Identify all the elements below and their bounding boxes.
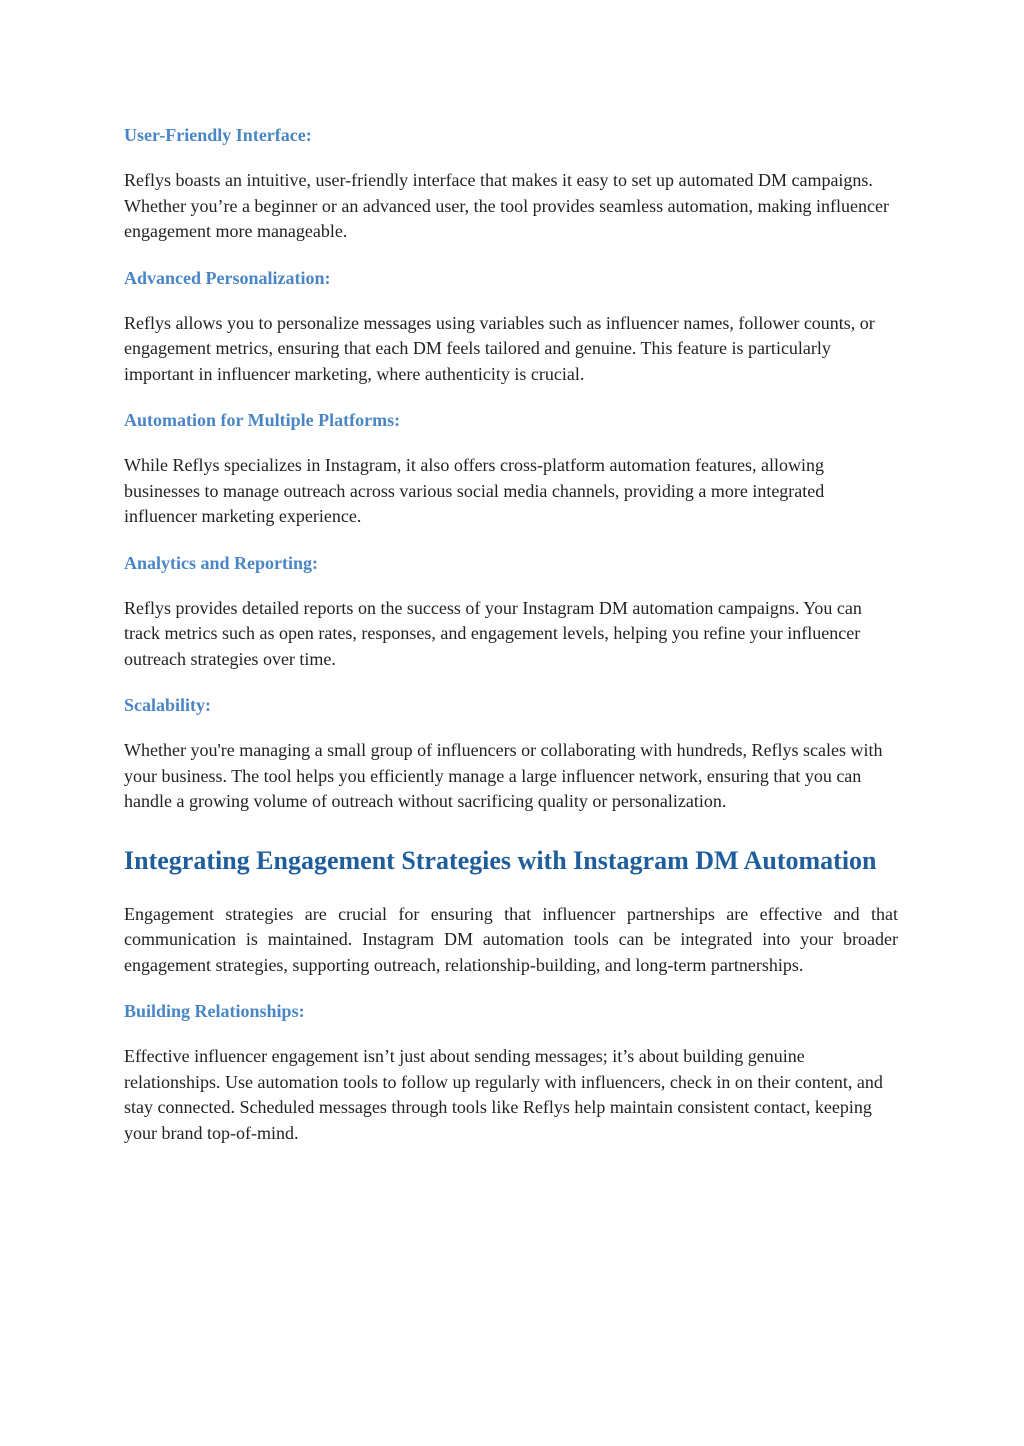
section-body-analytics: Reflys provides detailed reports on the success of your Instagram DM automation campaigns. You can track metrics such as open rates, responses, and engagement levels, helping you refine your influencer outreach strategies over time. (124, 597, 862, 669)
section-body-building-relationships: Effective influencer engagement isn’t just about sending messages; it’s about building genuine relationships. Use automation tools to follow up regularly with influencers, check in on their content, and stay connected. Scheduled messages through tools like Reflys help maintain consistent contact, keeping your brand top-of-mind. (124, 1046, 883, 1143)
section-heading-multi-platform: Automation for Multiple Platforms: (124, 410, 401, 430)
section-body-scalability: Whether you're managing a small group of influencers or collaborating with hundreds, Reflys scales with your business. The tool helps you efficiently manage a large influencer network, ensuring that you can handle a growing volume of outreach without sacrificing quality or personalization. (124, 740, 883, 811)
section-body-multi-platform: While Reflys specializes in Instagram, it also offers cross-platform automation features, allowing businesses to manage outreach across various social media channels, providing a more integrated influencer marketing experience. (124, 455, 825, 526)
section-body-user-friendly: Reflys boasts an intuitive, user-friendly interface that makes it easy to set up automated DM campaigns. Whether you’re a beginner or an advanced user, the tool provides seamless automation, making influencer engagement more manageable. (124, 170, 890, 241)
intro-paragraph: Engagement strategies are crucial for ensuring that influencer partnerships are effective and that communication is maintained. Instagram DM automation tools can be integrated into your broader engagement strategies, supporting outreach, relationship-building, and long-term partnerships. (124, 903, 898, 975)
section-heading-analytics: Analytics and Reporting: (124, 552, 319, 573)
document-page (124, 122, 898, 1166)
section-heading-user-friendly: User-Friendly Interface: (124, 125, 312, 145)
section-heading-personalization: Advanced Personalization: (124, 267, 331, 288)
section-heading-scalability: Scalability: (124, 695, 212, 715)
main-heading: Integrating Engagement Strategies with Instagram DM Automation (124, 845, 877, 875)
section-body-personalization: Reflys allows you to personalize messages using variables such as influencer names, follower counts, or engagement metrics, ensuring that each DM feels tailored and genuine. This feature is particularly important in influencer marketing, where authenticity is crucial. (124, 312, 875, 384)
section-heading-building-relationships: Building Relationships: (124, 1001, 305, 1021)
